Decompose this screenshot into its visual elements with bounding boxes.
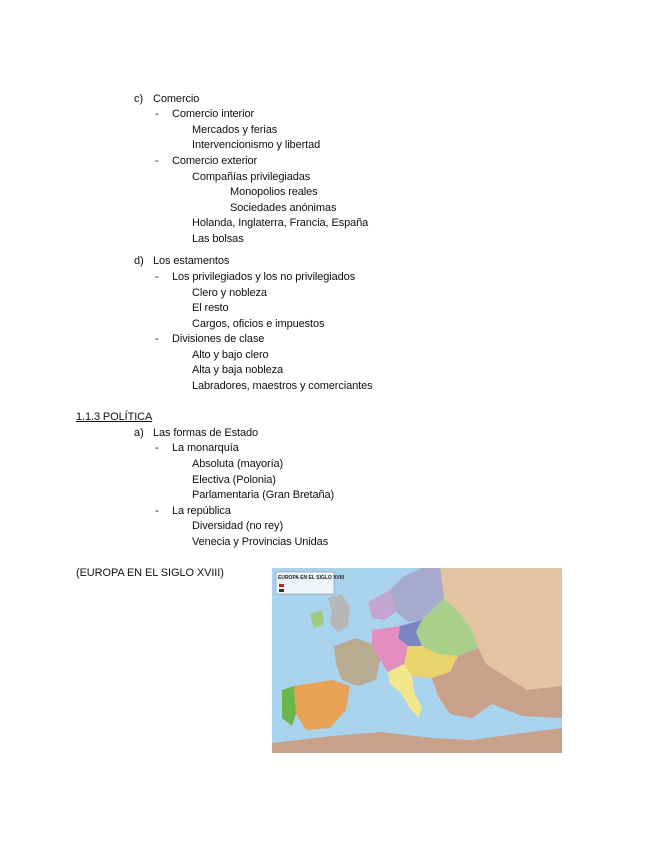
list-item: Holanda, Inglaterra, Francia, España — [192, 217, 369, 229]
list-item: Electiva (Polonia) — [192, 474, 276, 486]
list-item: Comercio interior — [172, 108, 255, 120]
europe-map-image — [272, 568, 562, 753]
map-caption: (EUROPA EN EL SIGLO XVIII) — [76, 567, 224, 579]
list-item: Sociedades anónimas — [230, 202, 337, 214]
dash-marker: - — [155, 108, 159, 120]
list-item: Cargos, oficios e impuestos — [192, 318, 325, 330]
list-item: Labradores, maestros y comerciantes — [192, 380, 373, 392]
section-title-comercio: Comercio — [153, 93, 200, 105]
list-marker: d) — [134, 255, 144, 267]
dash-marker: - — [155, 155, 159, 167]
list-item: La república — [172, 505, 231, 517]
list-item: La monarquía — [172, 442, 239, 454]
list-item: Diversidad (no rey) — [192, 520, 284, 532]
list-item: Intervencionismo y libertad — [192, 139, 321, 151]
dash-marker: - — [155, 442, 159, 454]
list-item: Monopolios reales — [230, 186, 318, 198]
list-marker: c) — [134, 93, 144, 105]
map-legend-swatch — [279, 584, 284, 587]
dash-marker: - — [155, 271, 159, 283]
list-item: Comercio exterior — [172, 155, 258, 167]
list-item: Mercados y ferias — [192, 124, 278, 136]
list-item: Divisiones de clase — [172, 333, 265, 345]
section-heading-politica: 1.1.3 POLÍTICA — [76, 411, 153, 423]
section-title-estamentos: Los estamentos — [153, 255, 230, 267]
list-item: El resto — [192, 302, 229, 314]
map-legend-swatch — [279, 589, 284, 592]
list-item: Compañías privilegiadas — [192, 171, 311, 183]
list-marker: a) — [134, 427, 144, 439]
list-item: Venecia y Provincias Unidas — [192, 536, 329, 548]
map-title: EUROPA EN EL SIGLO XVIII — [278, 575, 345, 581]
list-item: Alta y baja nobleza — [192, 364, 284, 376]
list-item: Los privilegiados y los no privilegiados — [172, 271, 356, 283]
list-item: Absoluta (mayoría) — [192, 458, 284, 470]
list-item: Las bolsas — [192, 233, 244, 245]
section-title-formas: Las formas de Estado — [153, 427, 259, 439]
list-item: Alto y bajo clero — [192, 349, 269, 361]
dash-marker: - — [155, 505, 159, 517]
list-item: Clero y nobleza — [192, 287, 267, 299]
dash-marker: - — [155, 333, 159, 345]
list-item: Parlamentaria (Gran Bretaña) — [192, 489, 335, 501]
